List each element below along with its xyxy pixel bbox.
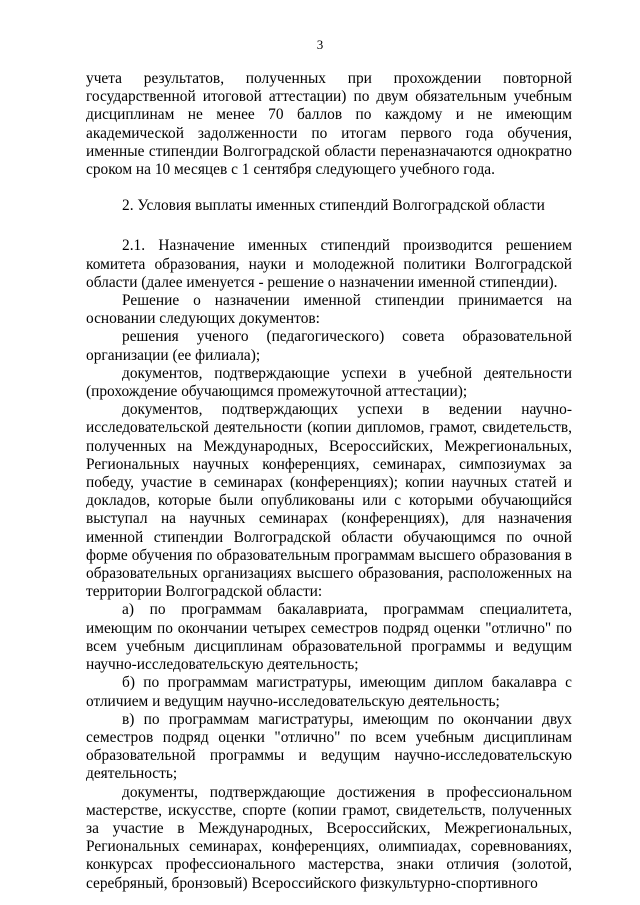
- list-item-professional-achievements: документы, подтверждающие достижения в профессиональном мастерстве, искусстве, спорте (копии грамот, свидетельств, полученных за участие в Международных, Всероссийских, Межрегиональных, Региональных семинарах, конференциях, олимпиадах, соревнованиях, конкурсах профессионального мастерства, знаки отличия (золотой, серебряный, бронзовый) Всероссийского физкультурно-спортивного: [86, 783, 572, 892]
- paragraph-continuation: учета результатов, полученных при прохождении повторной государственной итоговой аттестации) по двум обязательным учебным дисциплинам не менее 70 баллов по каждому и не имеющим академической задолженности по итогам первого года обучения, именные стипендии Волгоградской области переназначаются однократно сроком на 10 месяцев с 1 сентября следующего учебного года.: [86, 70, 572, 179]
- list-item-master-semesters: в) по программам магистратуры, имеющим по окончании двух семестров подряд оценки "отлично" по всем учебным дисциплинам образовательной программы и ведущим научно-исследовательскую деятельность;: [86, 710, 572, 783]
- list-item-bachelor: а) по программам бакалавриата, программам специалитета, имеющим по окончании четырех семестров подряд оценки "отлично" по всем учебным дисциплинам образовательной программы и ведущим научно-исследовательскую деятельность;: [86, 601, 572, 674]
- list-item-master-diploma: б) по программам магистратуры, имеющим диплом бакалавра с отличием и ведущим научно-исследовательскую деятельность;: [86, 674, 572, 710]
- page-number: 3: [316, 37, 324, 52]
- section-heading: 2. Условия выплаты именных стипендий Волгоградской области: [122, 197, 545, 215]
- paragraph-decision-basis: Решение о назначении именной стипендии принимается на основании следующих документов:: [86, 292, 572, 328]
- list-item-council-decision: решения ученого (педагогического) совета образовательной организации (ее филиала);: [86, 328, 572, 364]
- document-body: [86, 70, 572, 893]
- list-item-study-success: документов, подтверждающие успехи в учебной деятельности (прохождение обучающимся промежуточной аттестации);: [86, 364, 572, 401]
- paragraph-2-1: 2.1. Назначение именных стипендий производится решением комитета образования, науки и молодежной политики Волгоградской области (далее именуется - решение о назначении именной стипендии).: [86, 237, 572, 291]
- list-item-research-success: документов, подтверждающих успехи в ведении научно-исследовательской деятельности (копии дипломов, грамот, свидетельств, полученных на Международных, Всероссийских, Межрегиональных, Региональных научных конференциях, семинарах, симпозиумах за победу, участие в семинарах (конференциях); копии научных статей и докладов, которые были опубликованы или с которыми обучающийся выступал на научных семинарах (конференциях), для назначения именной стипендии Волгоградской области обучающимся по очной форме обучения по образовательным программам высшего образования в образовательных организациях высшего образования, расположенных на территории Волгоградской области:: [86, 401, 572, 601]
